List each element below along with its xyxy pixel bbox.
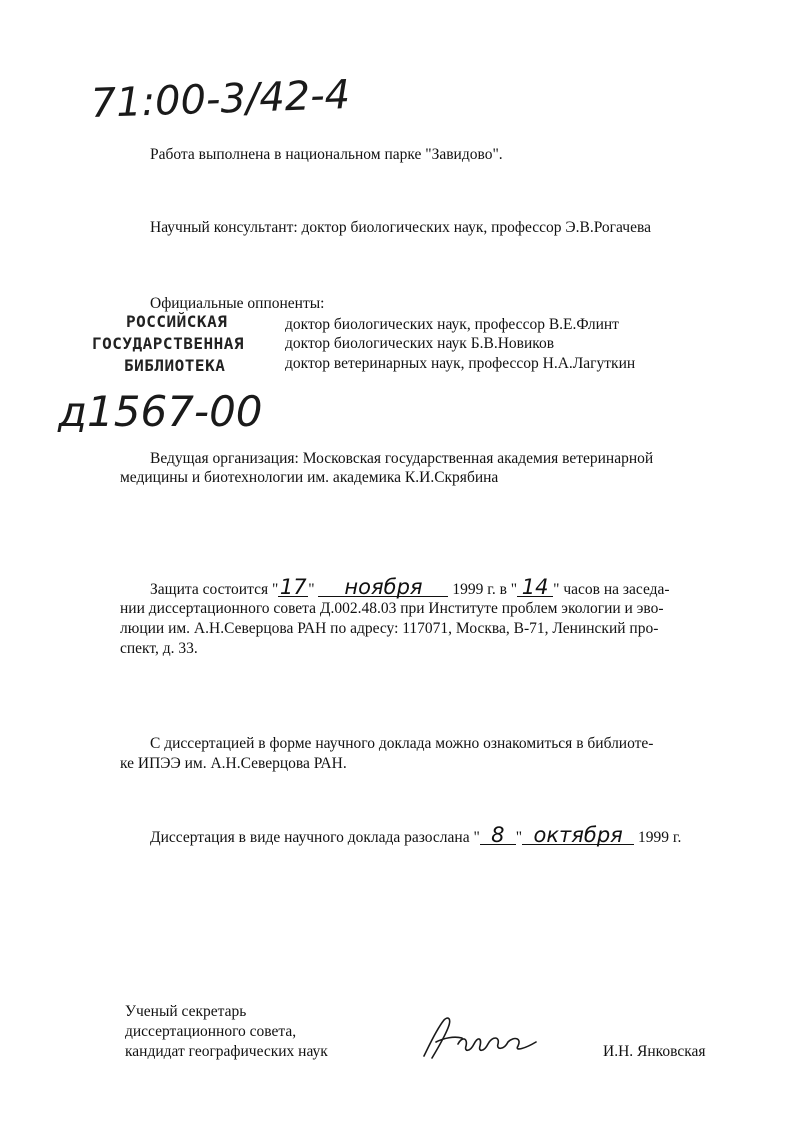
leading-organization-line-2: медицины и биотехнологии им. академика К.И.Скрябина — [120, 469, 499, 486]
mailing-prefix: Диссертация в виде научного доклада разослана " — [150, 829, 480, 846]
mailing-month-handwritten: октября — [522, 826, 634, 845]
defense-hour-handwritten: 14 — [517, 578, 553, 597]
defense-year-text: 1999 г. в " — [452, 581, 518, 598]
scientific-consultant: Научный консультант: доктор биологических наук, профессор Э.В.Рогачева — [150, 219, 651, 236]
library-stamp-line-3: БИБЛИОТЕКА — [124, 356, 226, 375]
opponent-3: доктор ветеринарных наук, профессор Н.А.Лагуткин — [285, 355, 636, 372]
defense-day-handwritten: 17 — [279, 575, 307, 599]
leading-organization-line-1: Ведущая организация: Московская государственная академия ветеринарной — [150, 450, 654, 467]
defense-suffix: " часов на заседа- — [553, 581, 670, 598]
library-stamp-line-1: РОССИЙСКАЯ — [126, 312, 228, 331]
secretary-title-line-1: Ученый секретарь — [125, 1003, 247, 1020]
archive-code-handwritten: 71:00-3/42-4 — [89, 71, 351, 127]
signature-image — [418, 1008, 543, 1064]
defense-line-1 — [150, 575, 670, 600]
secretary-title-line-3: кандидат географических наук — [125, 1043, 328, 1060]
secretary-title-line-2: диссертационного совета, — [125, 1023, 297, 1040]
mailing-suffix: 1999 г. — [638, 829, 682, 846]
defense-quote: " — [308, 581, 315, 598]
library-note-line-1: С диссертацией в форме научного доклада можно ознакомиться в библиоте- — [150, 735, 654, 752]
defense-month-handwritten: ноября — [318, 578, 448, 597]
defense-line-3: люции им. А.Н.Северцова РАН по адресу: 117071, Москва, В-71, Ленинский про- — [120, 620, 659, 637]
mailing-quote: " — [515, 829, 523, 846]
catalog-number-handwritten: д1567-00 — [58, 387, 263, 436]
defense-line-2: нии диссертационного совета Д.002.48.03 при Институте проблем экологии и эво- — [120, 600, 664, 617]
defense-prefix: Защита состоится " — [150, 581, 279, 598]
mailing-day-handwritten: 8 — [480, 826, 516, 845]
mailing-line — [150, 823, 682, 848]
secretary-name: И.Н. Янковская — [603, 1043, 706, 1060]
intro-text: Работа выполнена в национальном парке "Завидово". — [150, 146, 503, 163]
library-stamp-line-2: ГОСУДАРСТВЕННАЯ — [92, 334, 244, 353]
defense-line-4: спект, д. 33. — [120, 640, 198, 657]
library-note-line-2: ке ИПЭЭ им. А.Н.Северцова РАН. — [120, 755, 347, 772]
opponent-2: доктор биологических наук Б.В.Новиков — [285, 335, 555, 352]
opponent-1: доктор биологических наук, профессор В.Е.Флинт — [285, 316, 619, 333]
opponents-heading: Официальные оппоненты: — [150, 295, 325, 312]
